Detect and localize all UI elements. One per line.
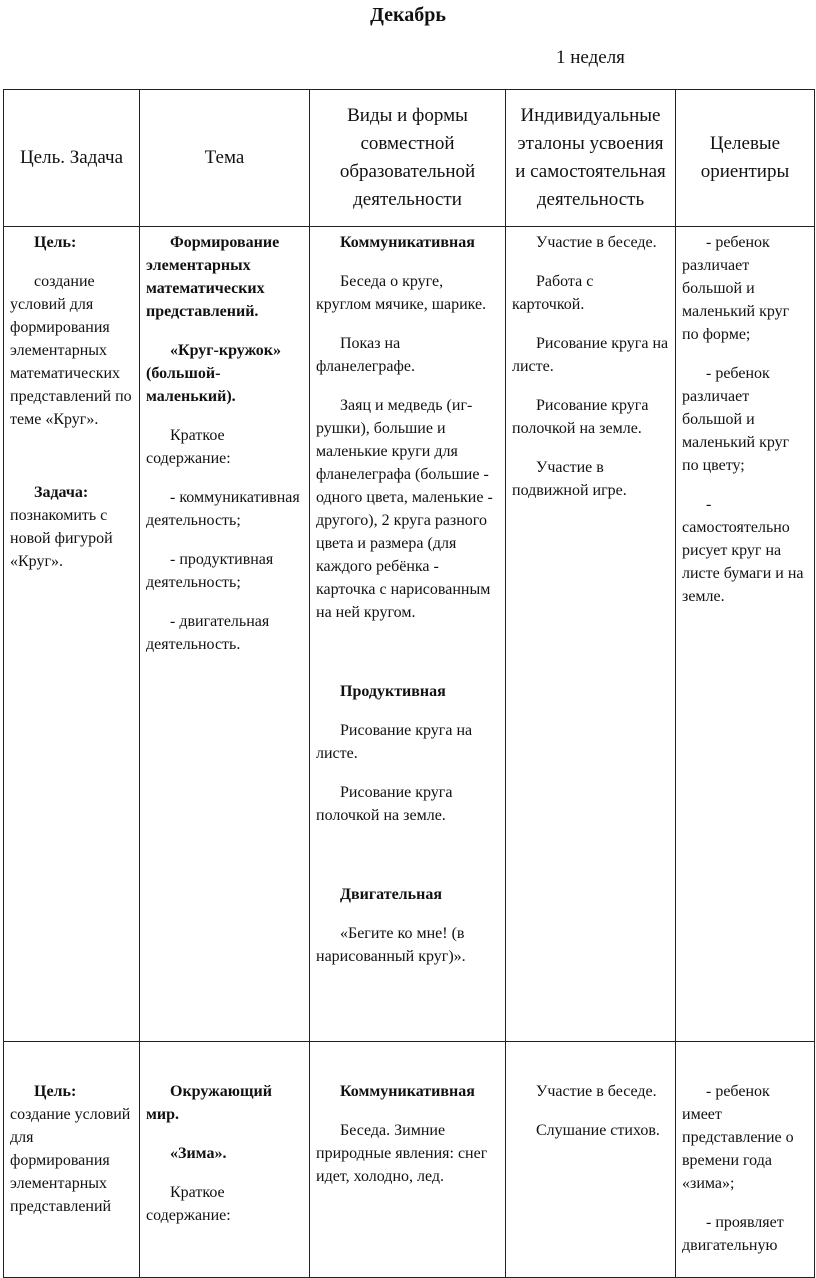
forms-cell (310, 1042, 506, 1278)
header-row (4, 90, 815, 227)
goal-text: создание условий для формирования элементарных математических представлений по теме «Круг». (10, 273, 132, 428)
list-item: - ребенок имеет представление о времени года «зима»; (682, 1083, 794, 1192)
list-item: - ребенок различает большой и маленький круг по цвету; (682, 365, 790, 474)
list-item: Беседа о круге, круглом мячике, шарике. (316, 273, 487, 313)
topic-title: Окружающий мир. (146, 1083, 272, 1123)
week-label: 1 неделя (556, 47, 625, 68)
topic-sub: «Круг-кружок» (большой-маленький). (146, 342, 281, 405)
list-item: Участие в подвижной игре. (512, 459, 627, 499)
list-item: - проявляет двигательную (682, 1214, 784, 1254)
col-topic: Тема (140, 90, 310, 227)
list-item: - ребенок различает большой и маленький круг по форме; (682, 234, 790, 343)
col-goal: Цель. Задача (4, 90, 140, 227)
col-targets: Целевые ориентиры (676, 90, 815, 227)
standards-cell (506, 227, 676, 1042)
standards-cell (506, 1042, 676, 1278)
list-item: Показ на фланелеграфе. (316, 335, 415, 375)
list-item: - самостоятельно рисует круг на листе бумаги и на земле. (682, 496, 804, 605)
task-label: Задача: (34, 484, 89, 501)
motor-heading: Двигательная (340, 886, 442, 903)
comm-heading: Коммуникативная (340, 1083, 475, 1100)
comm-heading: Коммуникативная (340, 234, 475, 251)
month-title: Декабрь (370, 4, 446, 26)
forms-cell (310, 227, 506, 1042)
goal-text: создание условий для формирования элементарных представлений (10, 1106, 131, 1215)
list-item: Заяц и медведь (иг-рушки), большие и маленькие круги для фланелеграфа (большие - одного цвета, маленькие - другого), 2 круга разного цвета и размера (для каждого ребёнка - карточка с нарисованным на ней кругом. (316, 397, 493, 621)
table-row (4, 1042, 815, 1278)
list-item: Рисование круга на листе. (512, 335, 669, 375)
topic-title: Формирование элементарных математических представлений. (146, 234, 280, 320)
list-item: - двигательная деятельность. (146, 613, 270, 653)
list-item: Рисование круга полочкой на земле. (316, 784, 453, 824)
list-item: Рисование круга полочкой на земле. (512, 397, 649, 437)
col-forms: Виды и формы совместной образовательной деятельности (310, 90, 506, 227)
list-item: - продуктивная деятельность; (146, 551, 274, 591)
topic-cell (140, 1042, 310, 1278)
targets-cell (676, 1042, 815, 1278)
table-row (4, 227, 815, 1042)
plan-table (3, 89, 815, 1278)
list-item: - коммуникативная деятельность; (146, 489, 300, 529)
topic-sub: «Зима». (170, 1145, 227, 1162)
list-item: Рисование круга на листе. (316, 722, 473, 762)
targets-cell (676, 227, 815, 1042)
goal-label: Цель: (34, 234, 77, 251)
topic-cell (140, 227, 310, 1042)
list-item: Участие в беседе. (536, 234, 657, 251)
col-standards: Индивидуальные эталоны усвоения и самостоятельная деятельность (506, 90, 676, 227)
list-item: Беседа. Зимние природные явления: снег идет, холодно, лед. (316, 1122, 488, 1185)
goal-cell (4, 1042, 140, 1278)
goal-cell (4, 227, 140, 1042)
summary-label: Краткое содержание: (146, 1184, 231, 1224)
list-item: Слушание стихов. (536, 1122, 660, 1139)
list-item: Участие в беседе. (536, 1083, 657, 1100)
summary-label: Краткое содержание: (146, 427, 231, 467)
list-item: «Бегите ко мне! (в нарисованный круг)». (316, 925, 466, 965)
task-text: познакомить с новой фигурой «Круг». (10, 507, 113, 570)
list-item: Работа с карточкой. (512, 273, 594, 313)
prod-heading: Продуктивная (340, 683, 446, 700)
goal-label: Цель: (34, 1083, 77, 1100)
